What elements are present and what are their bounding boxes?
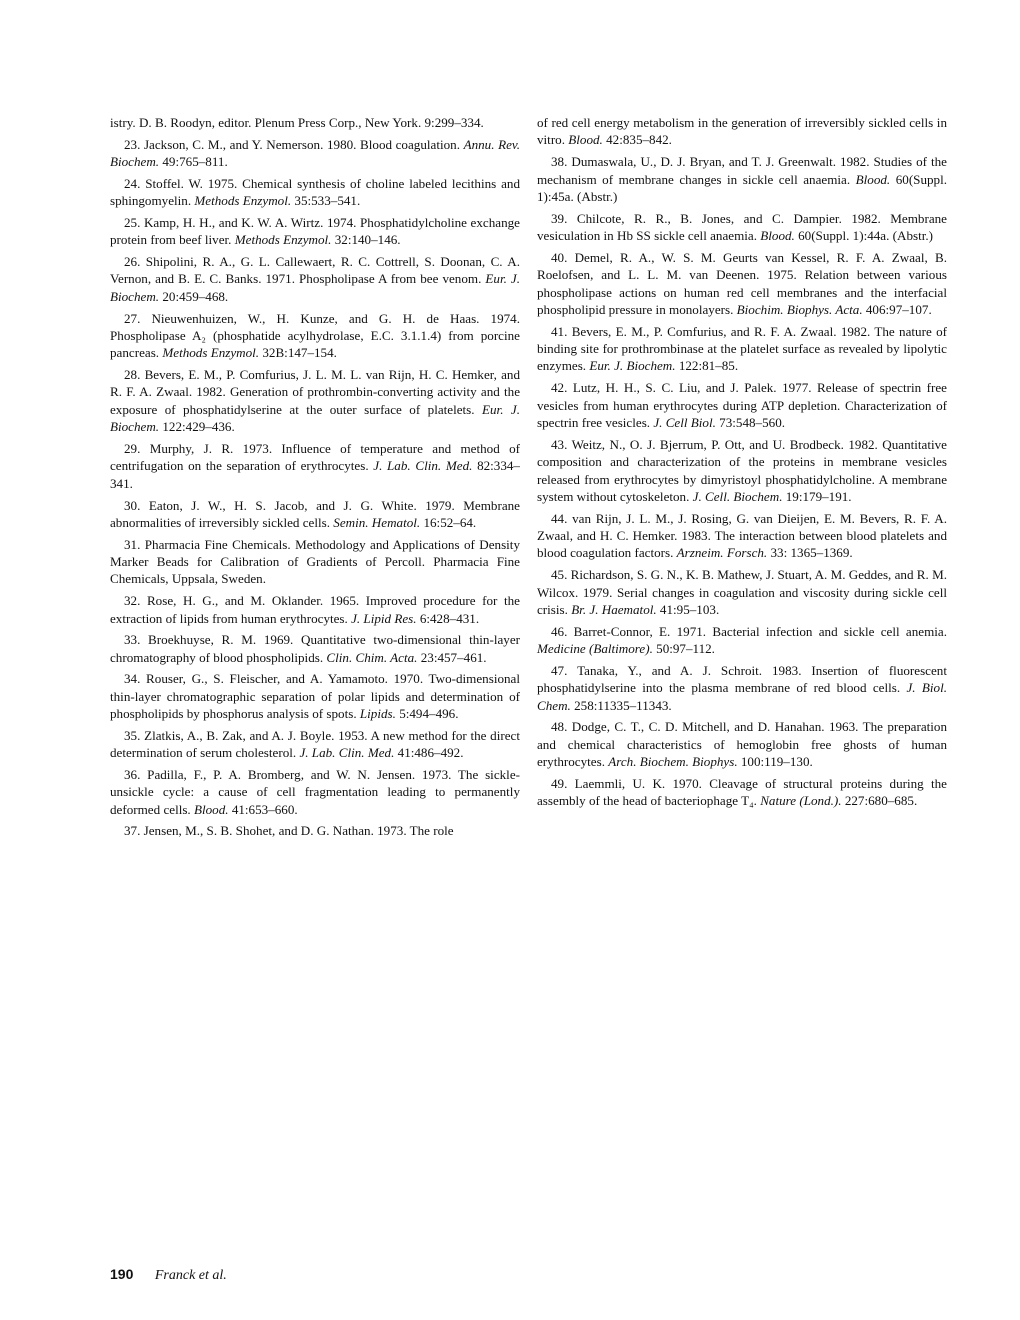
reference-entry: 25. Kamp, H. H., and K. W. A. Wirtz. 1974. Phosphatidylcholine exchange protein from beef liver. Methods Enzymol. 32:140–146. — [110, 214, 520, 248]
reference-entry: 37. Jensen, M., S. B. Shohet, and D. G. Nathan. 1973. The role — [124, 823, 454, 839]
running-head: Franck et al. — [154, 1268, 227, 1283]
reference-entry: 42. Lutz, H. H., S. C. Liu, and J. Palek. 1977. Release of spectrin free vesicles from human erythrocytes during ATP depletion. Characterization of spectrin free vesicles. J. Cell Biol. 73:548–560. — [537, 380, 947, 430]
reference-entry: 35. Zlatkis, A., B. Zak, and A. J. Boyle. 1953. A new method for the direct determination of serum cholesterol. J. Lab. Clin. Med. 41:486–492. — [110, 727, 520, 761]
reference-entry: 49. Laemmli, U. K. 1970. Cleavage of structural proteins during the assembly of the head of bacteriophage T₄. Nature (Lond.). 227:680–685. — [537, 775, 947, 809]
reference-entry: 28. Bevers, E. M., P. Comfurius, J. L. M. L. van Rijn, H. C. Hemker, and R. F. A. Zwaal. 1982. Generation of prothrombin-converting activity and the exposure of phosphatidylserine at the outer surface of platelets. Eur. J. Biochem. 122:429–436. — [110, 367, 520, 435]
reference-column-right — [537, 114, 947, 814]
reference-entry: 24. Stoffel. W. 1975. Chemical synthesis of choline labeled lecithins and sphingomyelin. Methods Enzymol. 35:533–541. — [110, 175, 520, 209]
reference-entry: of red cell energy metabolism in the generation of irreversibly sickled cells in vitro. Blood. 42:835–842. — [537, 115, 947, 148]
reference-entry: 27. Nieuwenhuizen, W., H. Kunze, and G. H. de Haas. 1974. Phospholipase A₂ (phosphatide acylhydrolase, E.C. 3.1.1.4) from porcine pancreas. Methods Enzymol. 32B:147–154. — [110, 310, 520, 361]
reference-entry: 39. Chilcote, R. R., B. Jones, and C. Dampier. 1982. Membrane vesiculation in Hb SS sickle cell anaemia. Blood. 60(Suppl. 1):44a. (Abstr.) — [537, 210, 947, 244]
reference-entry: 44. van Rijn, J. L. M., J. Rosing, G. van Dieijen, E. M. Bevers, R. F. A. Zwaal, and H. C. Hemker. 1983. The interaction between blood platelets and blood coagulation factors. Arzneim. Forsch. 33: 1365–1369. — [537, 510, 947, 561]
reference-entry: 40. Demel, R. A., W. S. M. Geurts van Kessel, R. F. A. Zwaal, B. Roelofsen, and L. L. M. van Deenen. 1975. Relation between various phospholipase actions on human red cell membranes and the interfacial phospholipid pressure in monolayers. Biochim. Biophys. Acta. 406:97–107. — [537, 249, 947, 317]
reference-entry: 32. Rose, H. G., and M. Oklander. 1965. Improved procedure for the extraction of lipids from human erythrocytes. J. Lipid Res. 6:428–431. — [110, 593, 520, 626]
reference-entry: 45. Richardson, S. G. N., K. B. Mathew, J. Stuart, A. M. Geddes, and R. M. Wilcox. 1979. Serial changes in coagulation and viscosity during sickle cell crisis. Br. J. Haematol. 41:95–103. — [537, 567, 947, 617]
reference-entry: 30. Eaton, J. W., H. S. Jacob, and J. G. White. 1979. Membrane abnormalities of irreversibly sickled cells. Semin. Hematol. 16:52–64. — [110, 497, 520, 530]
page-footer — [110, 1266, 227, 1284]
reference-entry: 38. Dumaswala, U., D. J. Bryan, and T. J. Greenwalt. 1982. Studies of the mechanism of membrane changes in sickle cell anaemia. Blood. 60(Suppl. 1):45a. (Abstr.) — [537, 154, 948, 204]
reference-entry: istry. D. B. Roodyn, editor. Plenum Press Corp., New York. 9:299–334. — [110, 115, 484, 130]
reference-column-left — [110, 114, 520, 844]
reference-entry: 33. Broekhuyse, R. M. 1969. Quantitative two-dimensional thin-layer chromatography of blood phospholipids. Clin. Chim. Acta. 23:457–461. — [110, 632, 520, 665]
reference-entry: 26. Shipolini, R. A., G. L. Callewaert, R. C. Cottrell, S. Doonan, C. A. Vernon, and B. E. C. Banks. 1971. Phospholipase A from bee venom. Eur. J. Biochem. 20:459–468. — [110, 254, 520, 304]
reference-entry: 48. Dodge, C. T., C. D. Mitchell, and D. Hanahan. 1963. The preparation and chemical characteristics of hemoglobin free ghosts of human erythrocytes. Arch. Biochem. Biophys. 100:119–130. — [537, 719, 947, 770]
reference-entry: 41. Bevers, E. M., P. Comfurius, and R. F. A. Zwaal. 1982. The nature of binding site for prothrombinase at the platelet surface as revealed by lipolytic enzymes. Eur. J. Biochem. 122:81–85. — [537, 323, 947, 374]
reference-entry: 29. Murphy, J. R. 1973. Influence of temperature and method of centrifugation on the separation of erythrocytes. J. Lab. Clin. Med. 82:334–341. — [110, 440, 520, 491]
reference-entry: 31. Pharmacia Fine Chemicals. Methodology and Applications of Density Marker Beads for Calibration of Gradients of Percoll. Pharmacia Fine Chemicals, Uppsala, Sweden. — [110, 536, 520, 587]
reference-entry: 34. Rouser, G., S. Fleischer, and A. Yamamoto. 1970. Two-dimensional thin-layer chromatographic separation of polar lipids and determination of phospholipids by phosphorus analysis of spots. Lipids. 5:494–496. — [110, 671, 520, 722]
page-number: 190 — [110, 1266, 134, 1282]
reference-entry: 46. Barret-Connor, E. 1971. Bacterial infection and sickle cell anemia. Medicine (Baltimore). 50:97–112. — [537, 623, 947, 657]
reference-entry: 47. Tanaka, Y., and A. J. Schroit. 1983. Insertion of fluorescent phosphatidylserine into the plasma membrane of red blood cells. J. Biol. Chem. 258:11335–11343. — [537, 662, 947, 713]
reference-entry: 23. Jackson, C. M., and Y. Nemerson. 1980. Blood coagulation. Annu. Rev. Biochem. 49:765–811. — [110, 136, 521, 170]
reference-entry: 43. Weitz, N., O. J. Bjerrum, P. Ott, and U. Brodbeck. 1982. Quantitative composition and characterization of the proteins in membrane vesicles released from erythrocytes by dimyristoyl phosphatidylcholine. A membrane system without cytoskeleton. J. Cell. Biochem. 19:179–191. — [537, 436, 947, 504]
reference-entry: 36. Padilla, F., P. A. Bromberg, and W. N. Jensen. 1973. The sickle-unsickle cycle: a cause of cell fragmentation leading to permanently deformed cells. Blood. 41:653–660. — [110, 766, 520, 817]
